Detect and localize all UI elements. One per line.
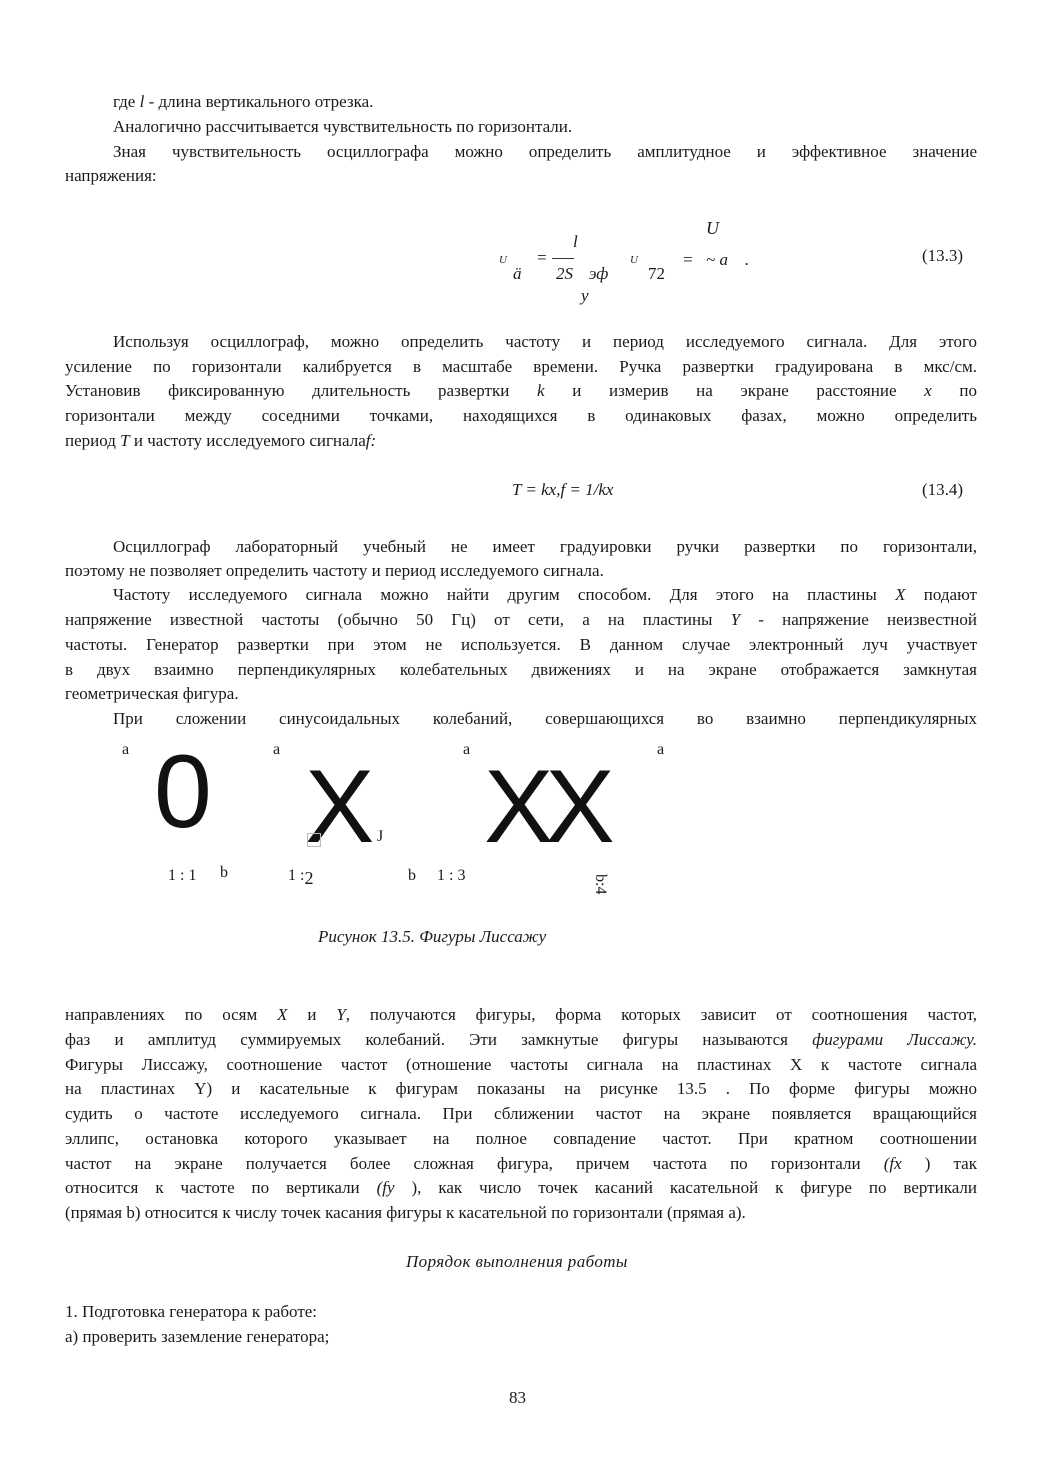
section-title: Порядок выполнения работы [406,1252,628,1271]
small-square-mark [307,833,321,847]
formula-tilde-a: ~ a [706,250,728,269]
para2-line-1: Используя осциллограф, можно определить частоту и период исследуемого сигнала. Для этого [113,332,977,351]
para2-line-3: Установив фиксированную длительность развертки k и измерив на экране расстояние x по [65,381,977,400]
tangent-label-b-1: b [220,864,228,881]
ratio-1-4-rotated: b:4 [592,874,609,895]
para4-line-9: (прямая b) относится к числу точек касания фигуры к касательной по горизонтали (прямая a). [65,1203,746,1222]
tangent-label-a-2: a [273,741,281,758]
para3-line-7: геометрическая фигура. [65,684,239,703]
tangent-label-a-4: a [657,741,665,758]
para3-line-8: При сложении синусоидальных колебаний, совершающихся во взаимно перпендикулярных [113,709,977,728]
formula-eq-1: = [536,248,548,267]
formula-72: 72 [648,264,665,283]
para4-line-5: судить о частоте исследуемого сигнала. При сближении частот на экране появляется вращающийся [65,1104,977,1123]
lissajous-figure-1-3: XX [484,749,607,865]
para3-line-1: Осциллограф лабораторный учебный не имеет градуировки ручки развертки по горизонтали, [113,537,977,556]
tangent-label-a-3: a [463,741,471,758]
intro-line-4: напряжения: [65,166,157,185]
para2-line-2: усиление по горизонтали калибруется в масштабе времени. Ручка развертки градуирована в мкс/см. [65,357,977,376]
formula-l-numerator: l [573,232,578,251]
para4-line-7: частот на экране получается более сложная фигура, причем частота по горизонтали (fx ) так [65,1154,977,1173]
equation-number-13-3: (13.3) [922,246,964,265]
lissajous-figure-1-2: X [305,749,375,865]
para4-line-4: на пластинах Y) и касательные к фигурам показаны на рисунке 13.5 . По форме фигуры можно [65,1079,977,1098]
tangent-label-b-2: b [408,867,416,884]
fraction-bar [552,258,574,259]
ratio-1-1: 1 : 1 [168,867,197,884]
intro-line-2: Аналогично рассчитывается чувствительность по горизонтали. [113,117,573,136]
formula-eq-2: = [682,250,694,269]
para2-line-5: период T и частоту исследуемого сигналаf: [65,431,377,450]
formula-U-small-1: U [499,254,507,266]
formula-U-small-2: U [630,254,638,266]
lissajous-figure-ellipse: 0 [154,734,212,850]
para3-line-6: в двух взаимно перпендикулярных колебательных движениях и на экране отображается замкнутая [65,660,977,679]
para3-line-5: частоты. Генератор развертки при этом не используется. В данном случае электронный луч участвует [65,635,977,654]
formula-2S: 2S [556,264,573,283]
para4-line-6: эллипс, остановка которого указывает на полное совпадение частот. При кратном соотношении [65,1129,977,1148]
intro-line-3: Зная чувствительность осциллографа можно определить амплитудное и эффективное значение [113,142,977,161]
equation-number-13-4: (13.4) [922,480,964,499]
step-1a: а) проверить заземление генератора; [65,1327,330,1346]
figure-caption: Рисунок 13.5. Фигуры Лиссажу [318,927,547,946]
para3-line-2: поэтому не позволяет определить частоту и период исследуемого сигнала. [65,561,604,580]
formula-13-4: T = kx,f = 1/kx [512,480,614,499]
para2-line-4: горизонтали между соседними точками, находящихся в одинаковых фазах, можно определить [65,406,977,425]
tangent-label-a-1: a [122,741,130,758]
para4-line-1: направлениях по осям X и Y, получаются фигуры, форма которых зависит от соотношения частот, [65,1005,977,1024]
step-1: 1. Подготовка генератора к работе: [65,1302,318,1321]
j-mark: J [377,828,384,845]
formula-y-sub: у [581,286,589,305]
para4-line-3: Фигуры Лиссажу, соотношение частот (отношение частоты сигнала на пластинах X к частоте сигнала [65,1055,977,1074]
ratio-1-2: 1 :2 [288,867,314,888]
intro-line-1: где l - длина вертикального отрезка. [113,92,374,111]
para4-line-8: относится к частоте по вертикали (fy ), как число точек касаний касательной к фигуре по вертикали [65,1178,977,1197]
para4-line-2: фаз и амплитуд суммируемых колебаний. Эти замкнутые фигуры называются фигурами Лиссажу. [65,1030,977,1049]
formula-U-top: U [706,218,719,238]
page-number: 83 [509,1388,526,1407]
para3-line-4: напряжение известной частоты (обычно 50 Гц) от сети, а на пластины Y - напряжение неизвестной [65,610,977,629]
ratio-1-3: 1 : 3 [437,867,466,884]
formula-ef: эф [589,264,609,283]
para3-line-3: Частоту исследуемого сигнала можно найти другим способом. Для этого на пластины X подают [113,585,977,604]
formula-dot: . [745,250,750,269]
formula-a-sub: ä [513,264,522,283]
